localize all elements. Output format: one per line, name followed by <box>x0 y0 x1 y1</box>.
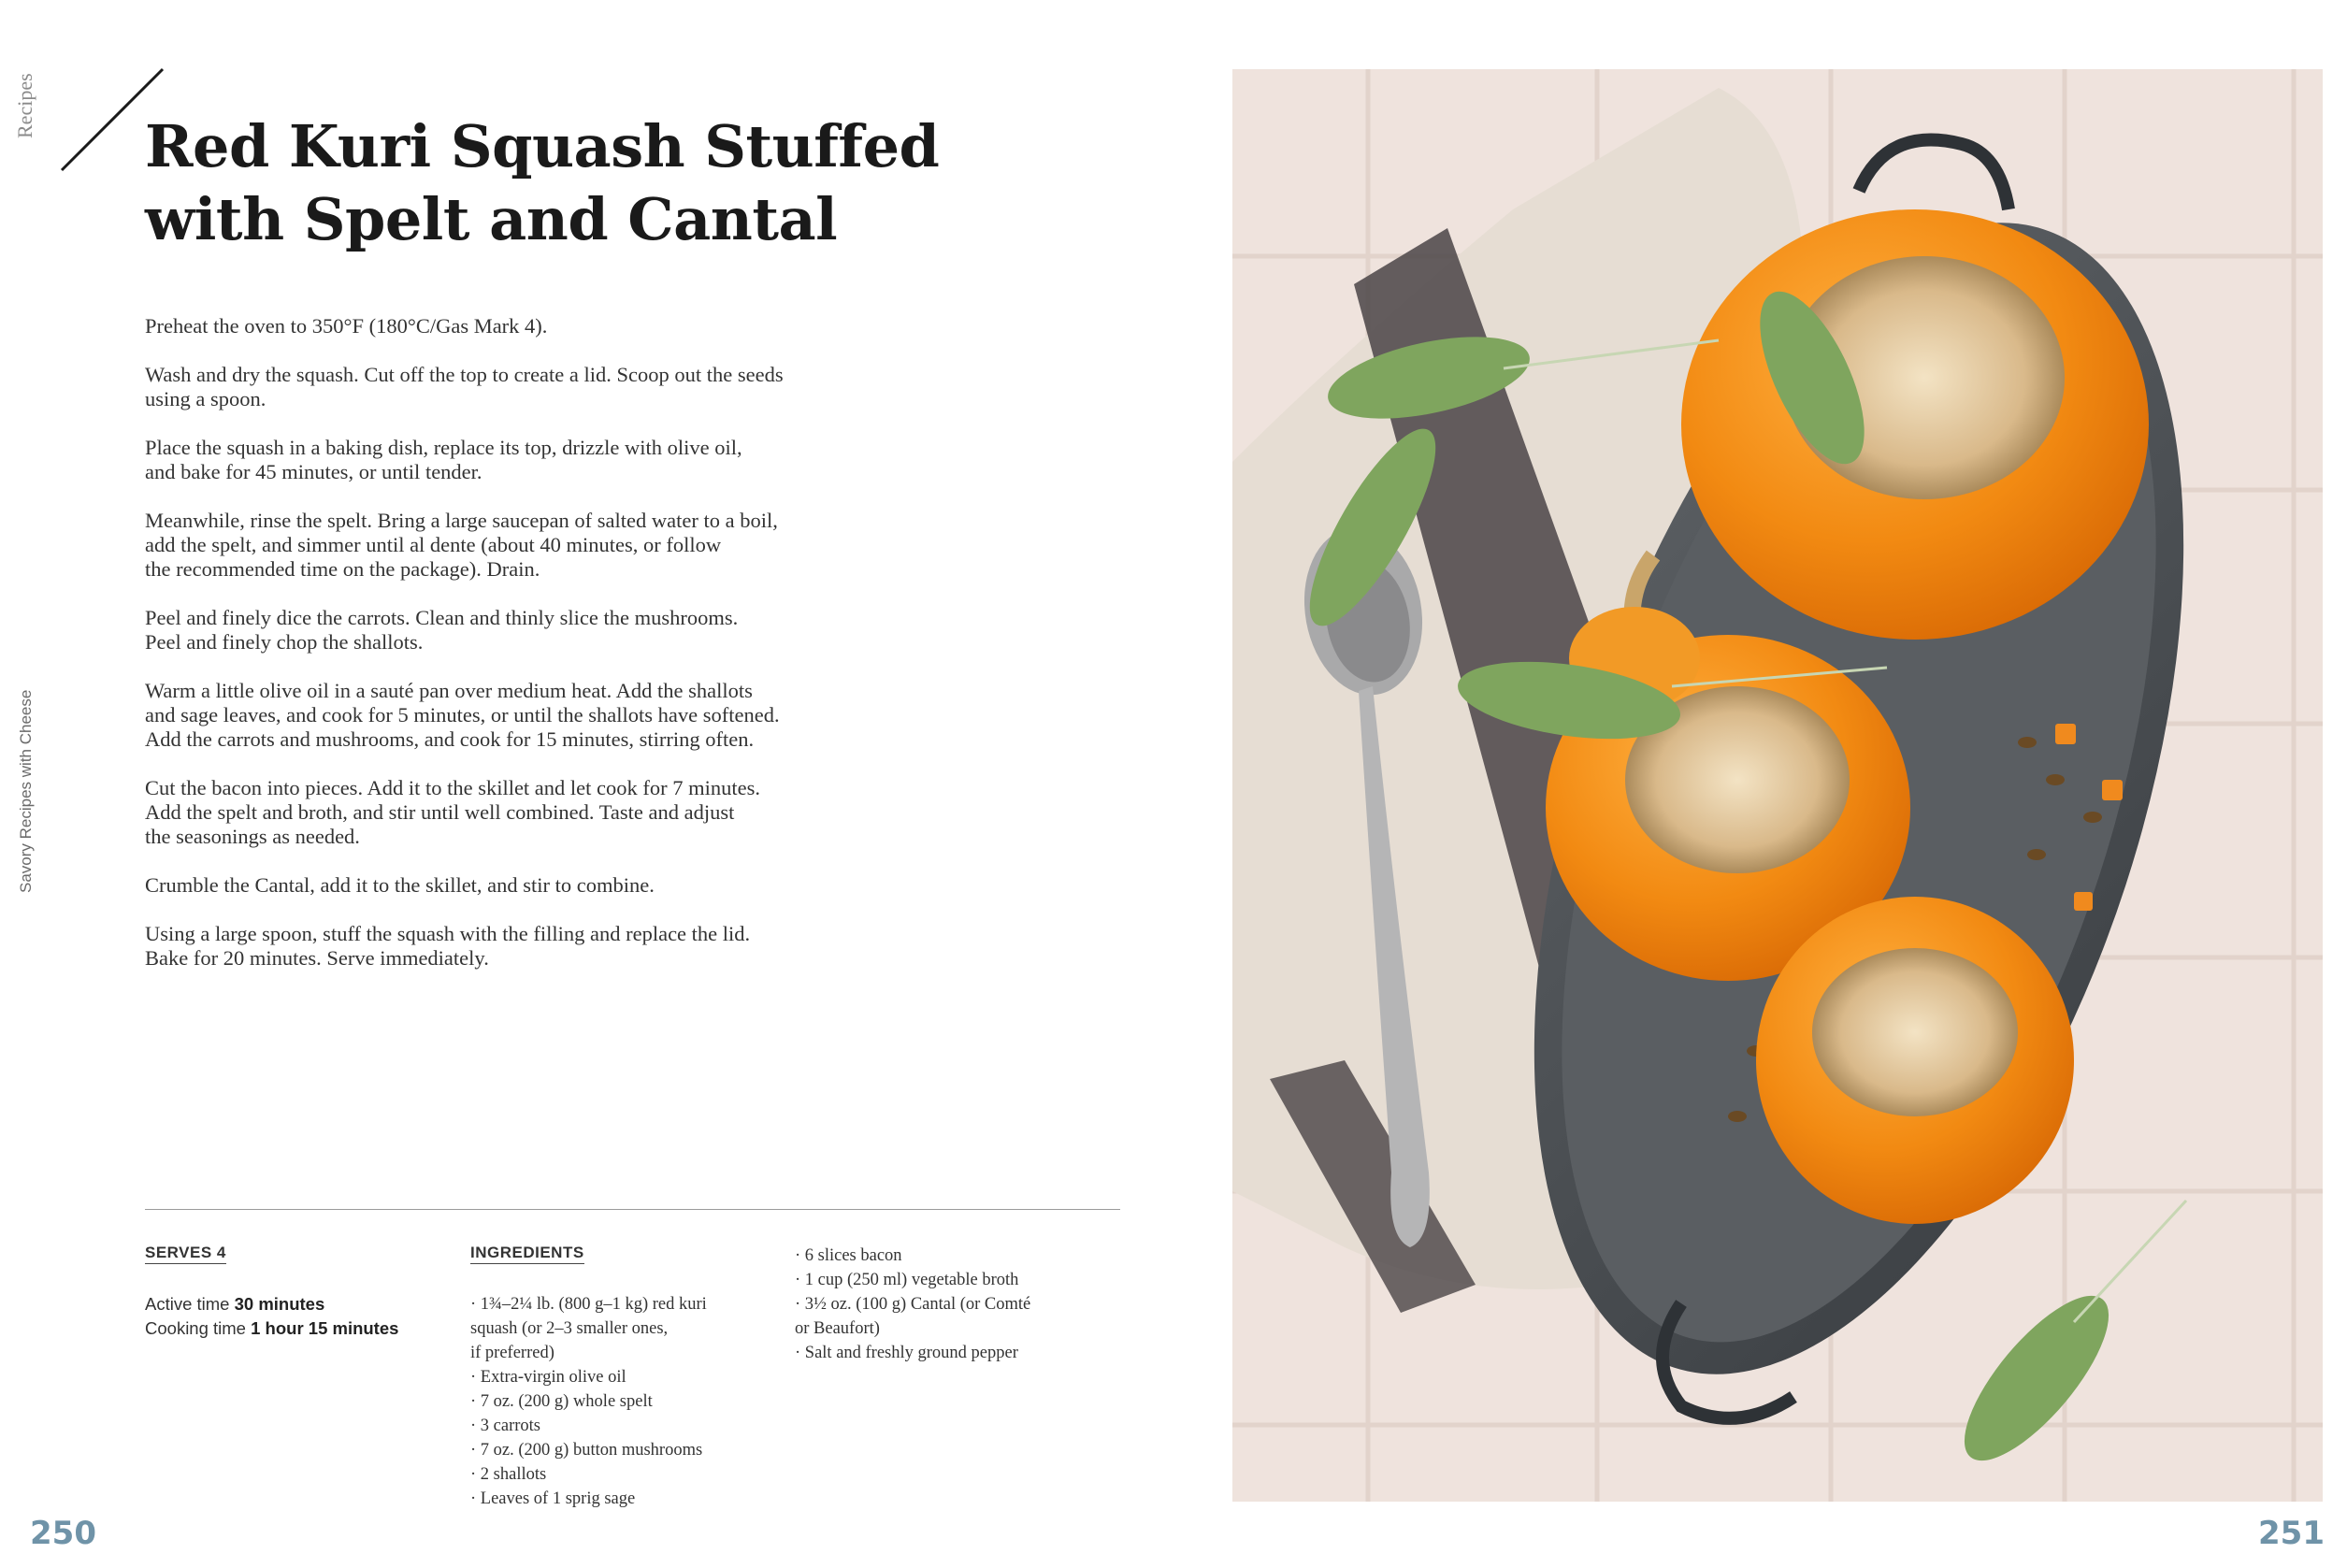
ingredient-item: if preferred) <box>470 1344 554 1362</box>
ingredient-item: · 7 oz. (200 g) whole spelt <box>470 1392 653 1411</box>
section-label: Recipes <box>13 73 36 138</box>
ingredients-column-2 <box>795 1244 1103 1365</box>
cooking-time: Cooking time 1 hour 15 minutes <box>145 1318 399 1338</box>
ingredient-item: · 1¾–2¼ lb. (800 g–1 kg) red kuri <box>470 1295 707 1314</box>
step-3: Place the squash in a baking dish, replace its top, drizzle with olive oil, and bake for 45 minutes, or until tender. <box>145 436 742 483</box>
ingredient-item: · Salt and freshly ground pepper <box>795 1344 1018 1362</box>
ingredients-column-1 <box>470 1244 779 1511</box>
ingredient-item: · 1 cup (250 ml) vegetable broth <box>795 1271 1019 1289</box>
ingredient-item: · 7 oz. (200 g) button mushrooms <box>470 1441 703 1460</box>
times-block <box>145 1292 444 1341</box>
step-6: Warm a little olive oil in a sauté pan over medium heat. Add the shallots and sage leaves, and cook for 5 minutes, or until the shallots have softened. Add the carrots and mushrooms, and cook for 15 minutes, stirring often. <box>145 679 780 751</box>
ingredient-item: · 6 slices bacon <box>795 1246 902 1265</box>
step-4: Meanwhile, rinse the spelt. Bring a large saucepan of salted water to a boil, add the spelt, and simmer until al dente (about 40 minutes, or follow the recommended time on the package). Drain. <box>145 509 778 581</box>
active-time: Active time 30 minutes <box>145 1294 325 1314</box>
ingredient-item: squash (or 2–3 smaller ones, <box>470 1319 669 1338</box>
page-number-left: 250 <box>30 1515 96 1552</box>
page-number-right: 251 <box>2258 1515 2325 1552</box>
serves-column <box>145 1244 444 1341</box>
step-2: Wash and dry the squash. Cut off the top to create a lid. Scoop out the seeds using a spoon. <box>145 363 784 410</box>
recipe-photo <box>1232 69 2323 1502</box>
ingredient-item: or Beaufort) <box>795 1319 880 1338</box>
step-8: Crumble the Cantal, add it to the skillet, and stir to combine. <box>145 873 655 897</box>
step-1: Preheat the oven to 350°F (180°C/Gas Mark 4). <box>145 314 548 338</box>
recipe-steps <box>145 314 856 995</box>
step-7: Cut the bacon into pieces. Add it to the skillet and let cook for 7 minutes. Add the spelt and broth, and stir until well combined. Taste and adjust the seasonings as needed. <box>145 776 761 848</box>
ingredients-list-1 <box>470 1292 779 1511</box>
step-5: Peel and finely dice the carrots. Clean and thinly slice the mushrooms. Peel and finely chop the shallots. <box>145 606 739 654</box>
step-9: Using a large spoon, stuff the squash with the filling and replace the lid. Bake for 20 minutes. Serve immediately. <box>145 922 751 970</box>
divider-rule <box>145 1209 1120 1210</box>
ingredient-item: · Extra-virgin olive oil <box>470 1368 626 1387</box>
ingredient-item: · Leaves of 1 sprig sage <box>470 1489 636 1508</box>
recipe-title <box>145 110 986 256</box>
ingredients-heading: INGREDIENTS <box>470 1244 584 1264</box>
ingredients-list-2 <box>795 1244 1103 1365</box>
serves-heading: SERVES 4 <box>145 1244 226 1264</box>
chapter-label: Savory Recipes with Cheese <box>17 689 35 893</box>
title-line-1: Red Kuri Squash Stuffed <box>145 112 940 180</box>
title-line-2: with Spelt and Cantal <box>145 185 838 253</box>
ingredient-item: · 3½ oz. (100 g) Cantal (or Comté <box>795 1295 1031 1314</box>
ingredient-item: · 3 carrots <box>470 1417 540 1435</box>
ingredient-item: · 2 shallots <box>470 1465 547 1484</box>
